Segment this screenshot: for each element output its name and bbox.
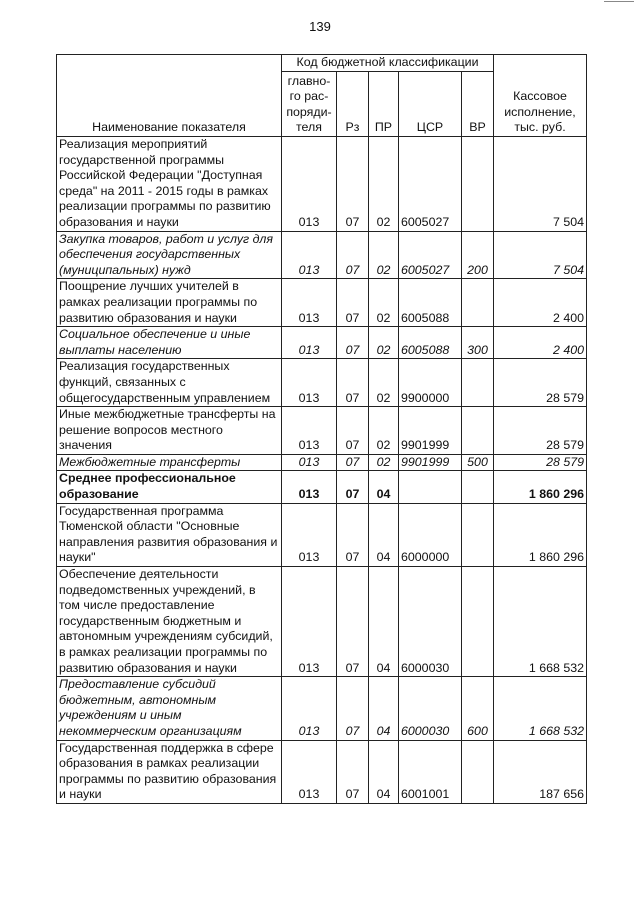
cell-csr: 9900000 [399,359,462,407]
cell-csr: 6005027 [399,137,462,232]
table-row [57,231,587,279]
cell-pr: 02 [369,454,399,471]
cell-rz: 07 [337,677,369,740]
cell-amount: 1 860 296 [494,503,587,566]
header-amount: Кассовое исполнение, тыс. руб. [494,55,587,137]
cell-amount: 2 400 [494,327,587,359]
cell-csr: 6005088 [399,327,462,359]
cell-name: Социальное обеспечение и иные выплаты населению [57,327,282,359]
table-row [57,471,587,503]
table-row [57,407,587,455]
cell-pr: 02 [369,359,399,407]
cell-name: Поощрение лучших учителей в рамках реализации программы по развитию образования и науки [57,279,282,327]
cell-csr: 9901999 [399,407,462,455]
cell-vr: 600 [462,677,494,740]
cell-amount: 28 579 [494,359,587,407]
cell-rz: 07 [337,327,369,359]
cell-vr [462,503,494,566]
cell-csr: 6000030 [399,567,462,677]
cell-vr [462,407,494,455]
cell-chief: 013 [282,454,337,471]
cell-pr: 02 [369,407,399,455]
cell-vr [462,359,494,407]
header-rz: Рз [337,72,369,137]
header-name: Наименование показателя [57,55,282,137]
cell-pr: 02 [369,327,399,359]
header-vr: ВР [462,72,494,137]
budget-table [56,54,587,804]
cell-pr: 02 [369,279,399,327]
cell-amount: 2 400 [494,279,587,327]
cell-rz: 07 [337,740,369,803]
cell-amount: 187 656 [494,740,587,803]
cell-vr [462,137,494,232]
cell-name: Закупка товаров, работ и услуг для обеспечения государственных (муниципальных) нужд [57,231,282,279]
cell-amount: 7 504 [494,137,587,232]
cell-rz: 07 [337,407,369,455]
cell-chief: 013 [282,279,337,327]
cell-name: Среднее профессиональное образование [57,471,282,503]
cell-vr [462,279,494,327]
cell-csr [399,471,462,503]
cell-amount: 1 860 296 [494,471,587,503]
cell-name: Государственная поддержка в сфере образования в рамках реализации программы по развитию образования и науки [57,740,282,803]
cell-name: Обеспечение деятельности подведомственных учреждений, в том числе предоставление государственным бюджетным и автономным учреждениям субсидий, в рамках реализации программы по развитию образования и науки [57,567,282,677]
cell-csr: 6001001 [399,740,462,803]
cell-chief: 013 [282,471,337,503]
header-code-group: Код бюджетной классификации [282,55,494,72]
cell-name: Межбюджетные трансферты [57,454,282,471]
table-row [57,454,587,471]
page-number: 139 [309,19,331,34]
cell-rz: 07 [337,503,369,566]
cell-rz: 07 [337,471,369,503]
table-row [57,327,587,359]
cell-chief: 013 [282,677,337,740]
table-row [57,137,587,232]
table-row [57,677,587,740]
cell-pr: 02 [369,231,399,279]
cell-csr: 9901999 [399,454,462,471]
cell-vr [462,567,494,677]
cell-rz: 07 [337,454,369,471]
cell-pr: 04 [369,677,399,740]
cell-amount: 28 579 [494,454,587,471]
cell-name: Реализация мероприятий государственной программы Российской Федерации "Доступная среда" на 2011 - 2015 годы в рамках реализации программы по развитию образования и науки [57,137,282,232]
table-row [57,503,587,566]
table-row [57,359,587,407]
cell-name: Иные межбюджетные трансферты на решение вопросов местного значения [57,407,282,455]
cell-rz: 07 [337,137,369,232]
cell-chief: 013 [282,407,337,455]
cell-name: Реализация государственных функций, связанных с общегосударственным управлением [57,359,282,407]
cell-amount: 28 579 [494,407,587,455]
cell-rz: 07 [337,279,369,327]
cell-vr: 500 [462,454,494,471]
table-body [57,137,587,804]
cell-rz: 07 [337,359,369,407]
cell-amount: 1 668 532 [494,567,587,677]
cell-vr: 200 [462,231,494,279]
corner-mark [604,1,634,2]
cell-chief: 013 [282,137,337,232]
cell-pr: 04 [369,567,399,677]
cell-csr: 6005088 [399,279,462,327]
cell-chief: 013 [282,567,337,677]
cell-pr: 04 [369,740,399,803]
cell-csr: 6000000 [399,503,462,566]
cell-pr: 02 [369,137,399,232]
cell-name: Предоставление субсидий бюджетным, автономным учреждениям и иным некоммерческим организациям [57,677,282,740]
cell-amount: 7 504 [494,231,587,279]
cell-rz: 07 [337,567,369,677]
cell-chief: 013 [282,740,337,803]
header-chief: главно-го рас-поряди-теля [282,72,337,137]
cell-pr: 04 [369,471,399,503]
cell-amount: 1 668 532 [494,677,587,740]
cell-chief: 013 [282,359,337,407]
table-row [57,279,587,327]
cell-name: Государственная программа Тюменской области "Основные направления развития образования и науки" [57,503,282,566]
header-pr: ПР [369,72,399,137]
cell-vr [462,471,494,503]
table-row [57,567,587,677]
cell-csr: 6000030 [399,677,462,740]
cell-rz: 07 [337,231,369,279]
cell-vr: 300 [462,327,494,359]
table-row [57,740,587,803]
cell-chief: 013 [282,231,337,279]
cell-csr: 6005027 [399,231,462,279]
cell-pr: 04 [369,503,399,566]
cell-chief: 013 [282,503,337,566]
cell-chief: 013 [282,327,337,359]
header-csr: ЦСР [399,72,462,137]
cell-vr [462,740,494,803]
header-row-top [57,55,587,72]
